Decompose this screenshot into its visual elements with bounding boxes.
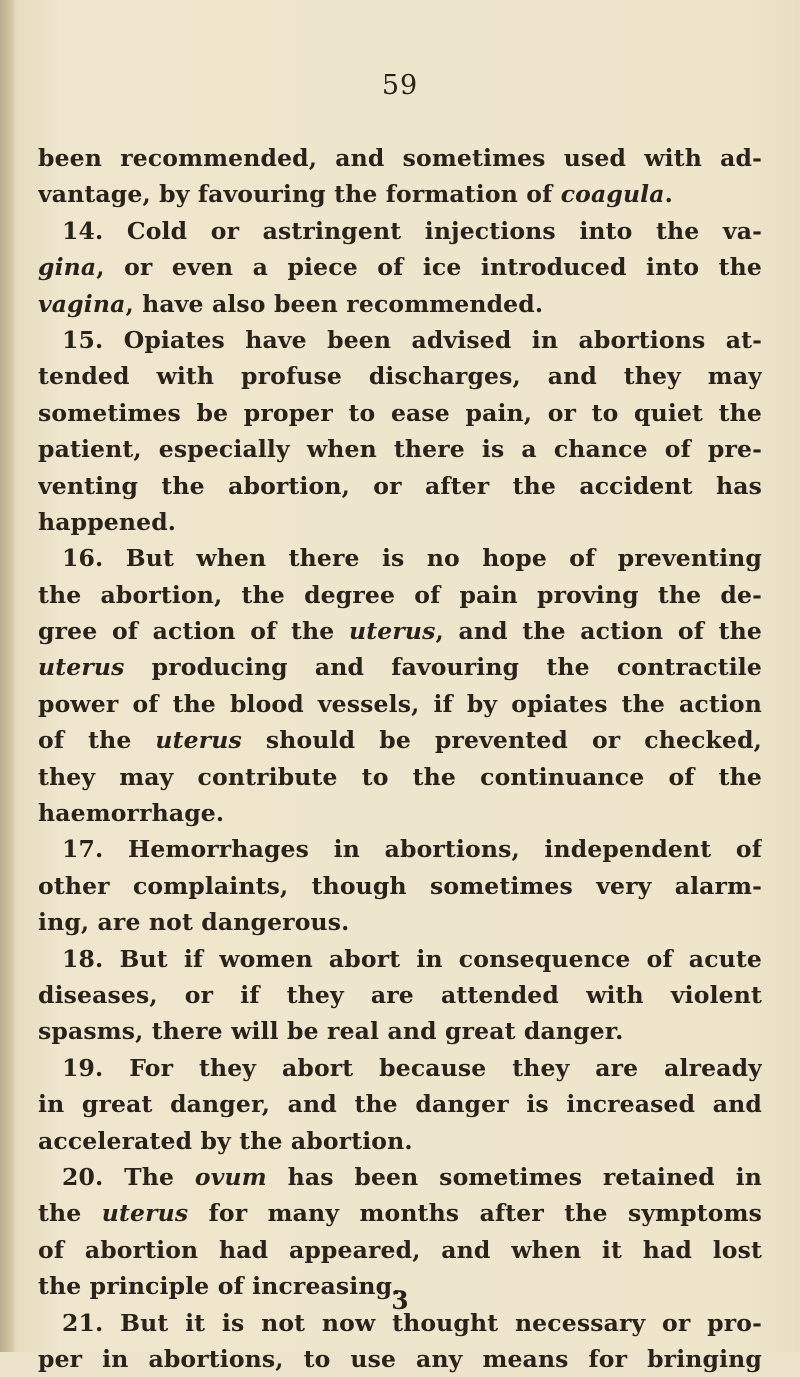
text-line: 21. But it is not now thought necessary or pro- <box>62 1308 762 1337</box>
text-line: spasms, there will be real and great danger. <box>38 1017 624 1046</box>
body-text <box>38 140 762 1377</box>
text-line: vagina, have also been recommended. <box>38 289 544 318</box>
text-line: power of the blood vessels, if by opiates the action <box>38 689 762 718</box>
text-line: the uterus for many months after the symptoms <box>38 1199 762 1228</box>
text-line: been recommended, and sometimes used with ad- <box>38 144 762 172</box>
text-line: sometimes be proper to ease pain, or to quiet the <box>38 398 762 427</box>
text-line: 14. Cold or astringent injections into the va- <box>62 216 762 245</box>
text-line: uterus producing and favouring the contractile <box>38 653 762 682</box>
text-line: the principle of increasing. <box>38 1272 401 1301</box>
text-line: 15. Opiates have been advised in abortions at- <box>62 325 762 354</box>
text-line: other complaints, though sometimes very alarm- <box>38 871 762 900</box>
text-line: diseases, or if they are attended with violent <box>38 980 762 1009</box>
text-line: gree of action of the uterus, and the action of the <box>38 617 762 646</box>
text-line: gina, or even a piece of ice introduced into the <box>38 253 762 282</box>
text-line: in great danger, and the danger is increased and <box>38 1090 762 1119</box>
text-line: happened. <box>38 507 177 536</box>
page-number: 59 <box>381 70 419 101</box>
text-line: 16. But when there is no hope of preventing <box>62 544 762 573</box>
text-line: ing, are not dangerous. <box>38 908 350 937</box>
text-line: 20. The ovum has been sometimes retained in <box>62 1162 762 1191</box>
text-line: of the uterus should be prevented or checked, <box>38 726 762 755</box>
binding-gutter <box>0 0 14 1352</box>
text-line: they may contribute to the continuance of the <box>38 762 762 791</box>
signature-mark: 3 <box>391 1286 409 1315</box>
text-line: 18. But if women abort in consequence of acute <box>62 944 762 973</box>
text-line: patient, especially when there is a chance of pre- <box>38 435 762 464</box>
text-line: tended with profuse discharges, and they may <box>38 362 762 391</box>
text-line: 17. Hemorrhages in abortions, independent of <box>62 835 762 864</box>
text-line: 19. For they abort because they are already <box>62 1053 762 1082</box>
text-line: of abortion had appeared, and when it had lost <box>38 1235 762 1264</box>
text-line: the abortion, the degree of pain proving the de- <box>38 580 762 609</box>
text-line: accelerated by the abortion. <box>38 1126 413 1155</box>
text-line: haemorrhage. <box>38 799 225 828</box>
text-line: venting the abortion, or after the accident has <box>38 471 762 500</box>
text-line: vantage, by favouring the formation of coagula. <box>38 180 673 209</box>
text-line: per in abortions, to use any means for bringing <box>38 1344 762 1373</box>
